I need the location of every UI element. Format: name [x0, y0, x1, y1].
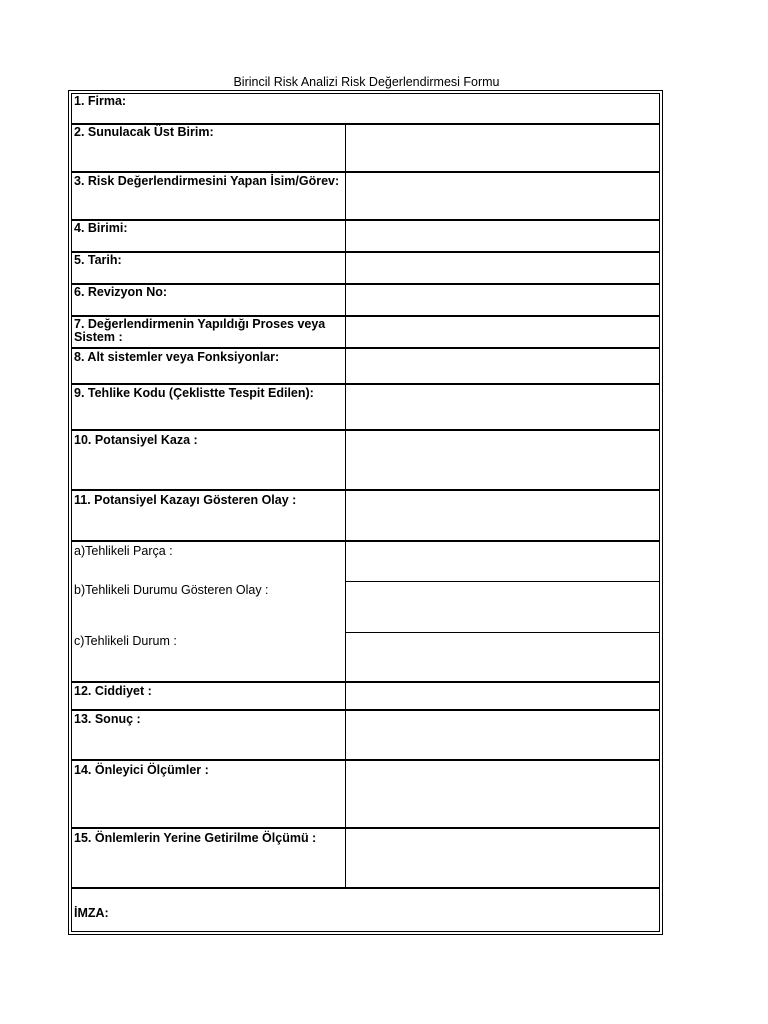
- label-tehlike-detay: [72, 542, 345, 681]
- field-ciddiyet[interactable]: [345, 683, 659, 709]
- label-getirilme: 15. Önlemlerin Yerine Getirilme Ölçümü :: [74, 831, 317, 845]
- label-yapan: 3. Risk Değerlendirmesini Yapan İsim/Görev:: [74, 174, 340, 188]
- label-sonuc: 13. Sonuç :: [74, 712, 141, 726]
- field-birimi[interactable]: [345, 221, 659, 251]
- row-proses: [71, 316, 660, 348]
- label-onleyici: 14. Önleyici Ölçümler :: [74, 763, 209, 777]
- field-ust-birim[interactable]: [345, 125, 659, 171]
- label-tehlikeli-durum: c)Tehlikeli Durum :: [74, 634, 177, 648]
- row-yapan: [71, 172, 660, 220]
- row-imza: [71, 888, 660, 932]
- label-tarih: 5. Tarih:: [74, 253, 122, 267]
- row-revizyon: [71, 284, 660, 316]
- field-proses[interactable]: [345, 317, 659, 347]
- row-getirilme: [71, 828, 660, 888]
- row-birimi: [71, 220, 660, 252]
- label-tehlikeli-parca: a)Tehlikeli Parça :: [74, 544, 173, 558]
- field-alt-sistemler[interactable]: [345, 349, 659, 383]
- row-tehlike-detay: [71, 541, 660, 682]
- row-potansiyel-kaza: [71, 430, 660, 490]
- row-sonuc: [71, 710, 660, 760]
- label-alt-sistemler: 8. Alt sistemler veya Fonksiyonlar:: [74, 350, 280, 364]
- label-proses: 7. Değerlendirmenin Yapıldığı Proses veya Sistem :: [74, 317, 326, 344]
- field-tehlike-kodu[interactable]: [345, 385, 659, 429]
- label-potansiyel-kaza: 10. Potansiyel Kaza :: [74, 433, 198, 447]
- label-tehlike-kodu: 9. Tehlike Kodu (Çeklistte Tespit Edilen):: [74, 386, 314, 400]
- label-tehlikeli-durum-olay: b)Tehlikeli Durumu Gösteren Olay :: [74, 583, 269, 597]
- field-getirilme[interactable]: [345, 829, 659, 887]
- label-birimi: 4. Birimi:: [74, 221, 128, 235]
- row-alt-sistemler: [71, 348, 660, 384]
- label-kaza-olay: 11. Potansiyel Kazayı Gösteren Olay :: [74, 493, 297, 507]
- row-tehlike-kodu: [71, 384, 660, 430]
- field-tehlike-detay: [345, 542, 659, 681]
- field-revizyon[interactable]: [345, 285, 659, 315]
- label-ciddiyet: 12. Ciddiyet :: [74, 684, 152, 698]
- field-tehlikeli-durum-divider: [346, 632, 659, 633]
- label-firma: 1. Firma:: [74, 94, 127, 108]
- row-tarih: [71, 252, 660, 284]
- row-ust-birim: [71, 124, 660, 172]
- field-kaza-olay[interactable]: [345, 491, 659, 540]
- label-imza: İMZA:: [74, 906, 109, 920]
- field-onleyici[interactable]: [345, 761, 659, 827]
- field-sonuc[interactable]: [345, 711, 659, 759]
- row-firma: [71, 93, 660, 124]
- row-kaza-olay: [71, 490, 660, 541]
- form-table: [68, 90, 663, 935]
- field-tehlikeli-parca-divider: [346, 581, 659, 582]
- field-yapan[interactable]: [345, 173, 659, 219]
- field-potansiyel-kaza[interactable]: [345, 431, 659, 489]
- field-tarih[interactable]: [345, 253, 659, 283]
- row-onleyici: [71, 760, 660, 828]
- form-title: Birincil Risk Analizi Risk Değerlendirmesi Formu: [233, 75, 500, 89]
- label-revizyon: 6. Revizyon No:: [74, 285, 168, 299]
- label-ust-birim: 2. Sunulacak Üst Birim:: [74, 125, 214, 139]
- row-ciddiyet: [71, 682, 660, 710]
